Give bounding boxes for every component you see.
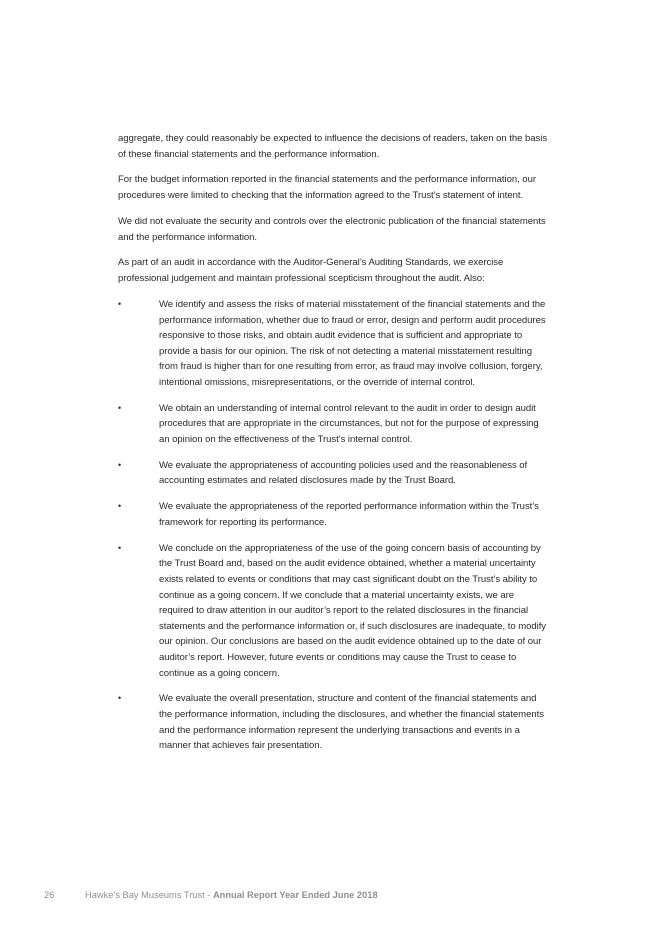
page-footer — [44, 889, 378, 901]
list-item-text: We evaluate the overall presentation, structure and content of the financial statements and the performance information, including the disclosures, and whether the financial statements and the performance information represent the underlying transactions and events in a manner that achieves fair presentation. — [159, 693, 544, 752]
page-number: 26 — [44, 890, 55, 900]
paragraph-budget-information: For the budget information reported in the financial statements and the performance information, our procedures were limited to checking that the information agreed to the Trust’s statement of intent. — [118, 174, 536, 202]
list-item-going-concern — [118, 541, 548, 681]
bullet-icon: • — [118, 298, 122, 309]
list-item-risk-assessment — [118, 297, 548, 391]
bullet-icon: • — [118, 459, 122, 470]
list-item-text: We conclude on the appropriateness of the use of the going concern basis of accounting by the Trust Board and, based on the audit evidence obtained, whether a material uncertainty exists related to events or conditions that may cast significant doubt on the Trust’s ability to continue as a going concern. If we conclude that a material uncertainty exists, we are required to draw attention in our auditor’s report to the related disclosures in the financial statements and the performance information or, if such disclosures are inadequate, to modify our opinion. Our conclusions are based on the audit evidence obtained up to the date of our auditor’s report. However, future events or conditions may cause the Trust to cease to continue as a going concern. — [159, 542, 547, 679]
footer-organization: Hawke’s Bay Museums Trust — [85, 890, 205, 900]
list-item-accounting-policies — [118, 458, 548, 489]
list-item-text: We identify and assess the risks of material misstatement of the financial statements and the performance information, whether due to fraud or error, design and perform audit procedures responsive to those risks, and obtain audit evidence that is sufficient and appropriate to provide a basis for our opinion. The risk of not detecting a material misstatement resulting from fraud is higher than for one resulting from error, as fraud may involve collusion, forgery, intentional omissions, misrepresentations, or the override of internal control. — [159, 298, 546, 388]
list-item-text: We obtain an understanding of internal control relevant to the audit in order to design audit procedures that are appropriate in the circumstances, but not for the purpose of expressing an opinion on the effectiveness of the Trust’s internal control. — [159, 402, 539, 445]
bullet-icon: • — [118, 501, 122, 512]
footer-separator: - — [204, 890, 213, 900]
bullet-icon: • — [118, 402, 122, 413]
list-item-internal-control — [118, 401, 548, 448]
list-item-performance-information — [118, 499, 548, 530]
list-item-overall-presentation — [118, 691, 548, 753]
paragraph-materiality: aggregate, they could reasonably be expected to influence the decisions of readers, taken on the basis of these financial statements and the performance information. — [118, 133, 548, 160]
bullet-icon: • — [118, 693, 122, 704]
list-item-text: We evaluate the appropriateness of the reported performance information within the Trust’s framework for reporting its performance. — [159, 501, 539, 528]
footer-report-title: Annual Report Year Ended June 2018 — [212, 890, 378, 900]
paragraph-electronic-publication: We did not evaluate the security and controls over the electronic publication of the financial statements and the performance information. — [118, 215, 546, 243]
paragraph-auditing-standards: As part of an audit in accordance with the Auditor-General’s Auditing Standards, we exercise professional judgement and maintain professional scepticism throughout the audit. Also: — [118, 257, 504, 285]
audit-procedures-list — [118, 297, 548, 754]
body-text — [118, 131, 548, 764]
list-item-text: We evaluate the appropriateness of accounting policies used and the reasonableness of accounting estimates and related disclosures made by the Trust Board. — [159, 459, 528, 487]
bullet-icon: • — [118, 542, 122, 553]
